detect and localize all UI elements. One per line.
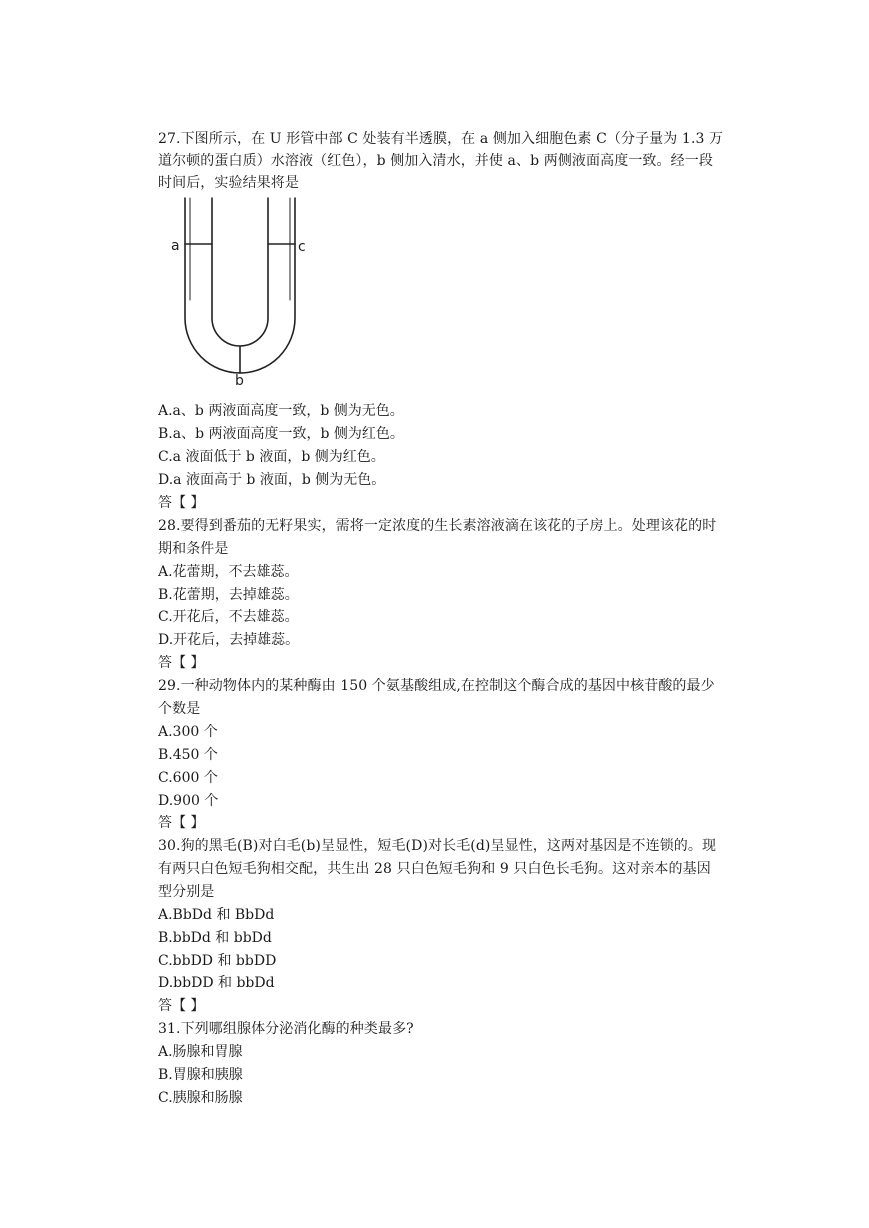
q29-option-a: A.300 个 [158,724,218,740]
q30-option-d: D.bbDD 和 bbDd [158,975,275,991]
q31-option-c: C.胰腺和肠腺 [158,1090,243,1106]
q29-option-d: D.900 个 [158,793,219,809]
q27-answer-blank[interactable]: 答【 】 [158,495,205,511]
q27-stem-line-1: 27.下图所示，在 U 形管中部 C 处装有半透膜，在 a 侧加入细胞色素 C（分子量为 1.3 万 [158,131,724,147]
q29-answer-blank[interactable]: 答【 】 [158,815,205,831]
q31-option-b: B.胃腺和胰腺 [158,1067,243,1083]
q27-stem-line-2: 道尔顿的蛋白质）水溶液（红色），b 侧加入清水，并使 a、b 两侧液面高度一致。经一段 [158,153,713,169]
q28-option-a: A.花蕾期，不去雄蕊。 [158,564,299,580]
q30-answer-blank[interactable]: 答【 】 [158,998,205,1014]
q27-option-c: C.a 液面低于 b 液面，b 侧为红色。 [158,449,385,465]
label-a: a [171,238,180,254]
q29-option-c: C.600 个 [158,770,218,786]
q28-stem-line-2: 期和条件是 [158,541,229,557]
q29-stem-line-2: 个数是 [158,701,201,717]
u-tube-diagram-icon [165,190,315,390]
u-tube-diagram [165,190,315,390]
q28-option-d: D.开花后，去掉雄蕊。 [158,632,300,648]
u-tube-inner-wall [212,198,268,346]
q27-option-b: B.a、b 两液面高度一致，b 侧为红色。 [158,426,404,442]
q27-option-d: D.a 液面高于 b 液面，b 侧为无色。 [158,472,386,488]
q31-stem-line-1: 31.下列哪组腺体分泌消化酶的种类最多? [158,1021,414,1037]
label-c: c [298,239,306,255]
q31-option-a: A.肠腺和胃腺 [158,1044,243,1060]
q28-stem-line-1: 28.要得到番茄的无籽果实，需将一定浓度的生长素溶液滴在该花的子房上。处理该花的时 [158,518,717,534]
q30-option-c: C.bbDD 和 bbDD [158,953,277,969]
q28-answer-blank[interactable]: 答【 】 [158,655,205,671]
q27-option-a: A.a、b 两液面高度一致，b 侧为无色。 [158,403,404,419]
q28-option-c: C.开花后，不去雄蕊。 [158,609,299,625]
q29-option-b: B.450 个 [158,747,218,763]
q30-stem-line-3: 型分别是 [158,884,215,900]
q30-option-b: B.bbDd 和 bbDd [158,930,272,946]
q30-option-a: A.BbDd 和 BbDd [158,907,275,923]
q27-stem-line-3: 时间后，实验结果将是 [158,175,299,191]
q30-stem-line-1: 30.狗的黑毛(B)对白毛(b)呈显性，短毛(D)对长毛(d)呈显性，这两对基因是不连锁的。现 [158,838,717,854]
q28-option-b: B.花蕾期，去掉雄蕊。 [158,587,299,603]
label-b: b [235,373,244,389]
q30-stem-line-2: 有两只白色短毛狗相交配，共生出 28 只白色短毛狗和 9 只白色长毛狗。这对亲本的基因 [158,861,711,877]
q29-stem-line-1: 29.一种动物体内的某种酶由 150 个氨基酸组成,在控制这个酶合成的基因中核苷酸的最少 [158,678,715,694]
